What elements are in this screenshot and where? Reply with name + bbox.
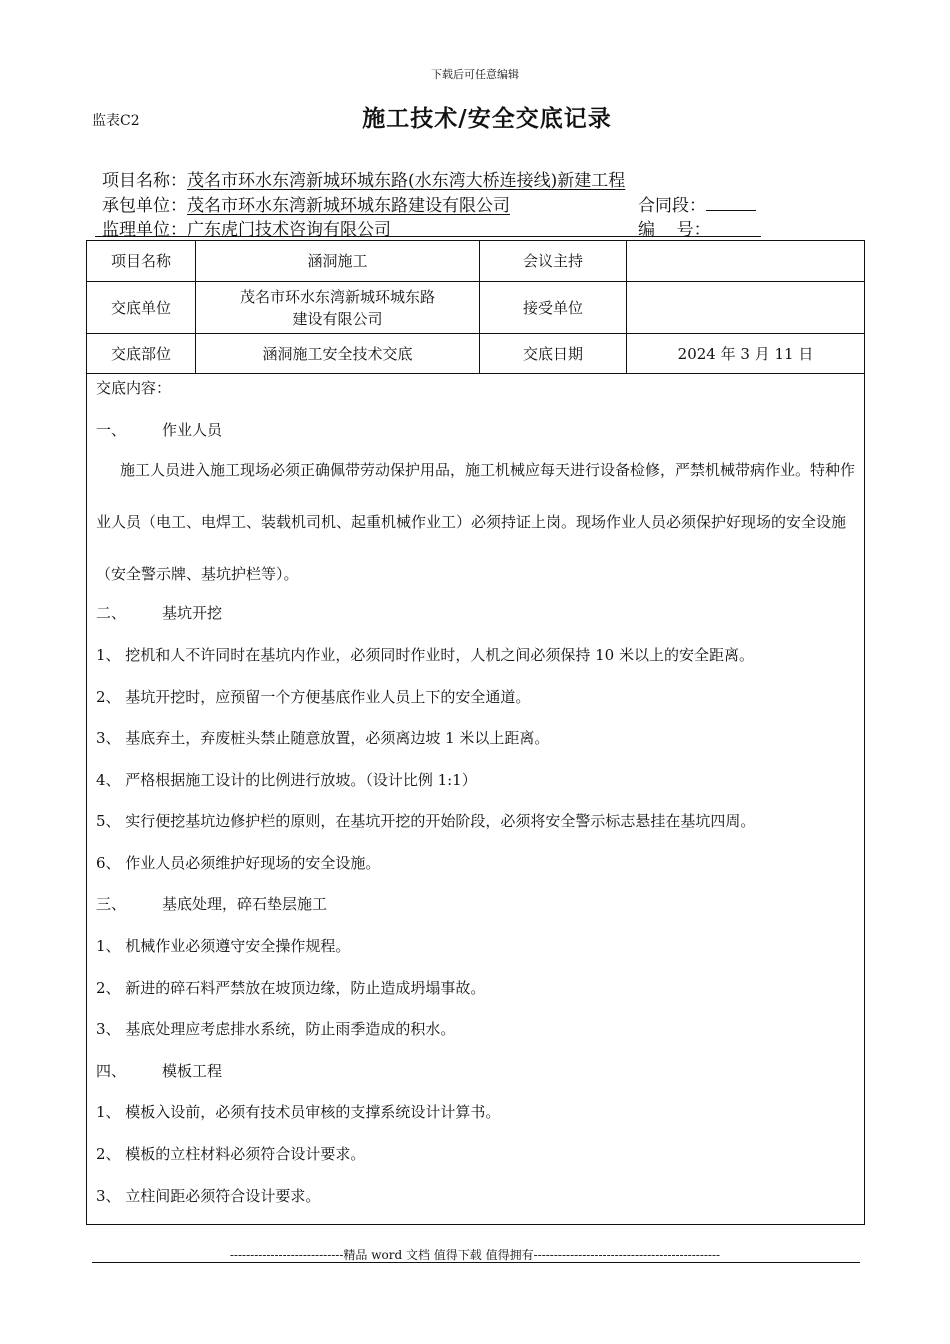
label-meeting-host: 会议主持: [480, 241, 627, 282]
list-item: 1、 模板入设前，必须有技术员审核的支撑系统设计计算书。: [96, 1103, 501, 1121]
info-table: [86, 240, 865, 374]
project-name-value: 茂名市环水东湾新城环城东路(水东湾大桥连接线)新建工程: [187, 171, 626, 191]
section-number: 三、: [96, 895, 127, 913]
label-briefing-date: 交底日期: [480, 334, 627, 374]
label-project-name: 项目名称: [87, 241, 196, 282]
briefing-unit-line1: 茂名市环水东湾新城环城东路: [239, 287, 435, 306]
table-row: [87, 282, 865, 334]
section-heading: [96, 893, 327, 914]
info-underline: [95, 236, 761, 237]
list-item: 4、 严格根据施工设计的比例进行放坡。（设计比例 1:1）: [96, 771, 477, 789]
section-heading: [96, 602, 222, 623]
contractor-label: 承包单位：: [102, 196, 187, 216]
value-meeting-host: [627, 241, 865, 282]
contract-section-blank: [706, 196, 756, 211]
table-row: [87, 241, 865, 282]
contractor-value: 茂名市环水东湾新城环城东路建设有限公司: [187, 196, 510, 216]
section-title: 作业人员: [162, 421, 223, 439]
project-name-line: [102, 166, 625, 191]
list-item: 3、 基底弃土，弃废桩头禁止随意放置，必须离边坡 1 米以上距离。: [96, 729, 550, 747]
list-item: 2、 基坑开挖时，应预留一个方便基底作业人员上下的安全通道。: [96, 688, 531, 706]
supervisor-label: 监理单位：: [102, 220, 187, 240]
contract-section-line: [638, 191, 756, 216]
list-item: 2、 新进的碎石料严禁放在坡顶边缘，防止造成坍塌事故。: [96, 979, 486, 997]
label-briefing-part: 交底部位: [87, 334, 196, 374]
list-item: 5、 实行便挖基坑边修护栏的原则，在基坑开挖的开始阶段，必须将安全警示标志悬挂在基坑四周。: [96, 812, 756, 830]
section-heading: [96, 1060, 222, 1081]
section-number: 四、: [96, 1062, 127, 1080]
section-number: 一、: [96, 421, 127, 439]
section-number: 二、: [96, 604, 127, 622]
section-title: 基坑开挖: [162, 604, 223, 622]
supervisor-value: 广东虎门技术咨询有限公司: [187, 220, 391, 240]
label-receiving-unit: 接受单位: [480, 282, 627, 334]
section-heading: [96, 419, 222, 440]
footer-divider: [92, 1262, 860, 1263]
list-item: 6、 作业人员必须维护好现场的安全设施。: [96, 854, 381, 872]
section-title: 基底处理，碎石垫层施工: [162, 895, 328, 913]
header-note: 下载后可任意编辑: [431, 68, 519, 81]
list-item: 1、 机械作业必须遵守安全操作规程。: [96, 937, 351, 955]
content-heading: 交底内容：: [96, 379, 172, 397]
value-briefing-unit: [196, 282, 480, 334]
list-item: 3、 基底处理应考虑排水系统，防止雨季造成的积水。: [96, 1020, 456, 1038]
list-item: 3、 立柱间距必须符合设计要求。: [96, 1187, 321, 1205]
list-item: 1、 挖机和人不许同时在基坑内作业，必须同时作业时，人机之间必须保持 10 米以上的安全距离。: [96, 646, 754, 664]
page-title: 施工技术/安全交底记录: [362, 106, 612, 132]
number-label: 编 号：: [638, 220, 711, 240]
label-briefing-unit: 交底单位: [87, 282, 196, 334]
section-paragraph: 施工人员进入施工现场必须正确佩带劳动保护用品，施工机械应每天进行设备检修，严禁机械带病作业。特种作业人员（电工、电焊工、装载机司机、起重机械作业工）必须持证上岗。现场作业人员必须保护好现场的安全设施（安全警示牌、基坑护栏等）。: [96, 461, 856, 583]
form-code: 监表C2: [92, 113, 140, 129]
footer-note: ----------------------------精品 word 文档 值得下载 值得拥有----------------------------------------------: [229, 1248, 721, 1262]
list-item: 2、 模板的立柱材料必须符合设计要求。: [96, 1145, 366, 1163]
value-briefing-date: 2024 年 3 月 11 日: [627, 334, 865, 374]
briefing-unit-line2: 建设有限公司: [292, 309, 383, 328]
project-name-label: 项目名称：: [102, 171, 187, 191]
value-project-name: 涵洞施工: [196, 241, 480, 282]
section-title: 模板工程: [162, 1062, 223, 1080]
contractor-line: [102, 191, 510, 216]
contract-section-label: 合同段：: [638, 196, 706, 216]
table-row: [87, 334, 865, 374]
value-briefing-part: 涵洞施工安全技术交底: [196, 334, 480, 374]
value-receiving-unit: [627, 282, 865, 334]
